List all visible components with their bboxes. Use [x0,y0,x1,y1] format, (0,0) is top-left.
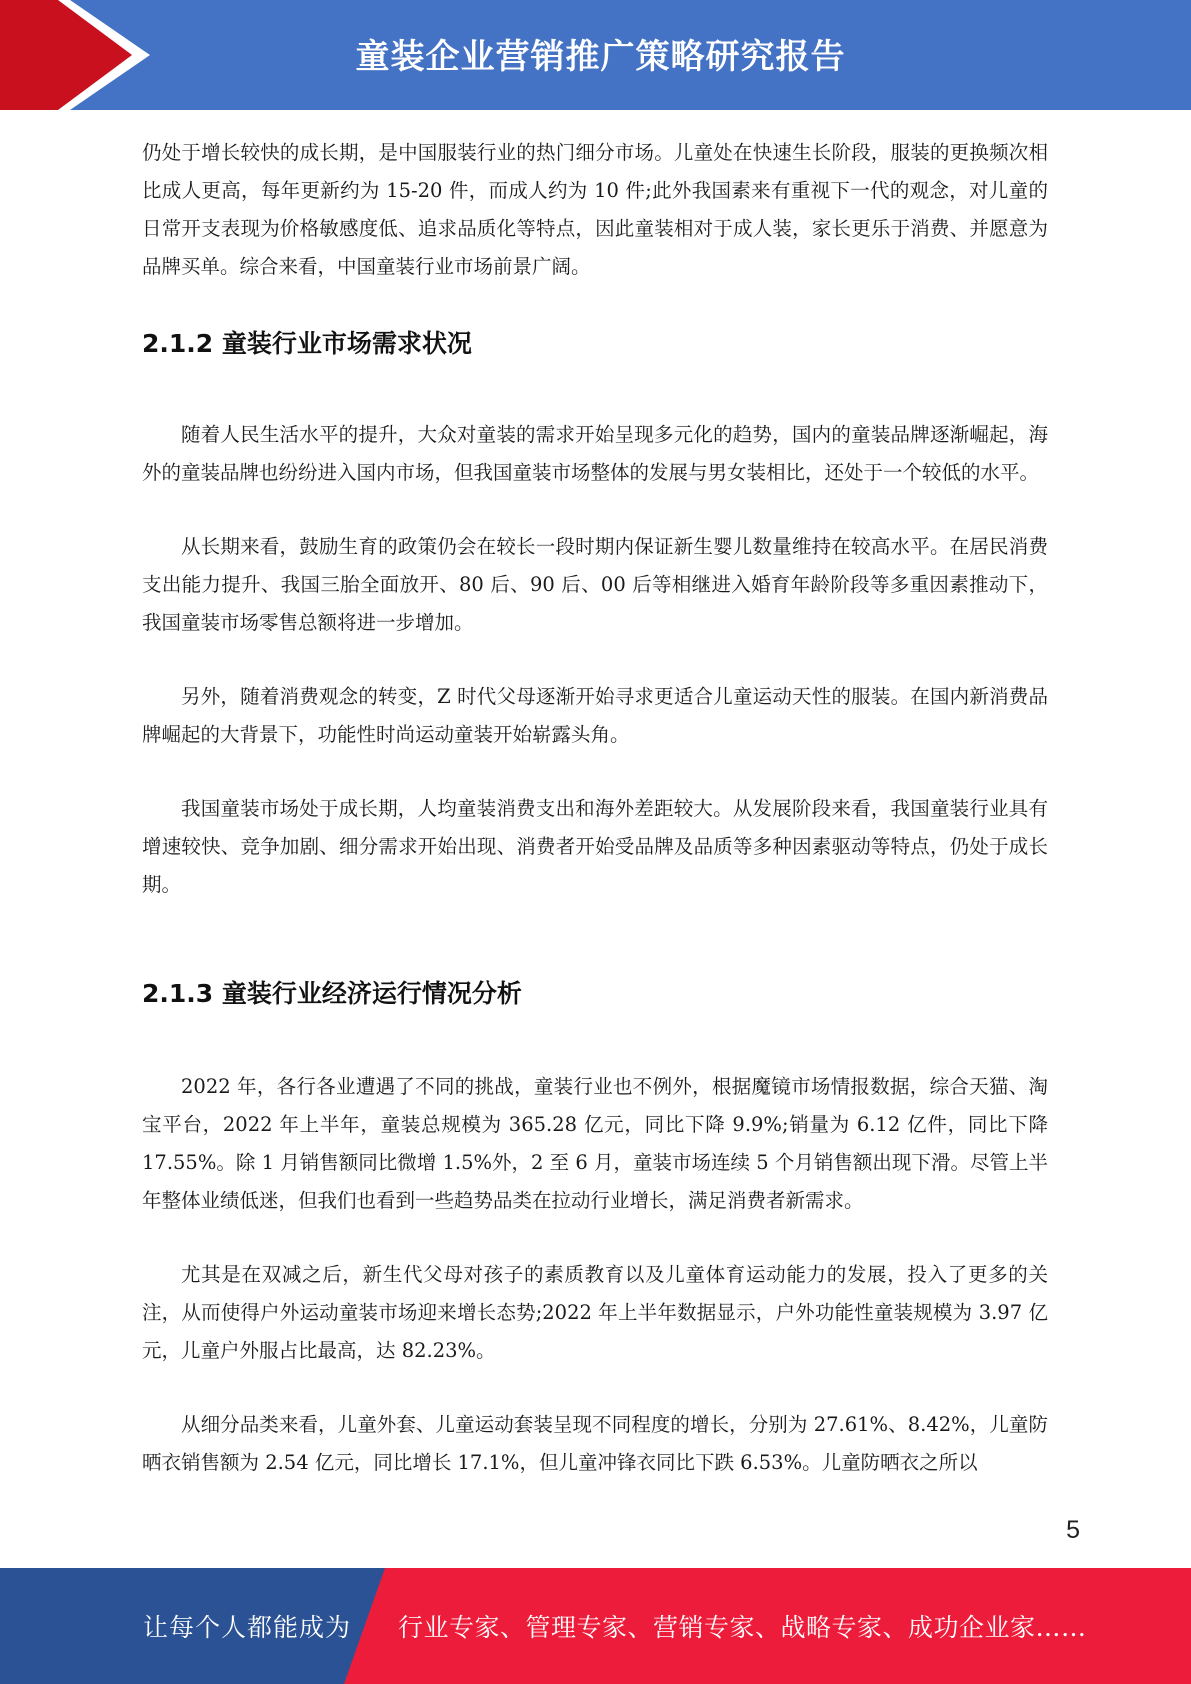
section-heading-2-1-2: 2.1.2 童装行业市场需求状况 [142,329,472,358]
paragraph: 从长期来看，鼓励生育的政策仍会在较长一段时期内保证新生婴儿数量维持在较高水平。在居民消费支出能力提升、我国三胎全面放开、80 后、90 后、00 后等相继进入婚育年龄阶段等多重因素推动下，我国童装市场零售总额将进一步增加。 [142,535,1048,634]
section-heading-2-1-3: 2.1.3 童装行业经济运行情况分析 [142,979,522,1008]
paragraph: 随着人民生活水平的提升，大众对童装的需求开始呈现多元化的趋势，国内的童装品牌逐渐崛起，海外的童装品牌也纷纷进入国内市场，但我国童装市场整体的发展与男女装相比，还处于一个较低的水平。 [142,423,1048,484]
paragraph: 尤其是在双减之后，新生代父母对孩子的素质教育以及儿童体育运动能力的发展，投入了更多的关注，从而使得户外运动童装市场迎来增长态势;2022 年上半年数据显示，户外功能性童装规模为 3.97 亿元，儿童户外服占比最高，达 82.23%。 [142,1263,1048,1362]
page-header [0,0,1191,110]
paragraph: 从细分品类来看，儿童外套、儿童运动套装呈现不同程度的增长，分别为 27.61%、8.42%，儿童防晒衣销售额为 2.54 亿元，同比增长 17.1%，但儿童冲锋衣同比下跌 6.53%。儿童防晒衣之所以 [142,1413,1048,1474]
footer-slogan-left: 让每个人都能成为 [143,1613,352,1642]
footer-slogan-right: 行业专家、管理专家、营销专家、战略专家、成功企业家…… [398,1613,1087,1642]
document-body [142,134,1048,1482]
paragraph: 2022 年，各行各业遭遇了不同的挑战，童装行业也不例外，根据魔镜市场情报数据，综合天猫、淘宝平台，2022 年上半年，童装总规模为 365.28 亿元，同比下降 9.9%;销量为 6.12 亿件，同比下降 17.55%。除 1 月销售额同比微增 1.5%外，2 至 6 月，童装市场连续 5 个月销售额出现下滑。尽管上半年整体业绩低迷，但我们也看到一些趋势品类在拉动行业增长，满足消费者新需求。 [142,1075,1048,1212]
paragraph: 另外，随着消费观念的转变，Z 时代父母逐渐开始寻求更适合儿童运动天性的服装。在国内新消费品牌崛起的大背景下，功能性时尚运动童装开始崭露头角。 [142,685,1048,746]
page-number: 5 [1066,1516,1080,1544]
page-footer [0,1568,1191,1684]
report-title: 童装企业营销推广策略研究报告 [355,36,846,77]
paragraph: 仍处于增长较快的成长期，是中国服装行业的热门细分市场。儿童处在快速生长阶段，服装的更换频次相比成人更高，每年更新约为 15-20 件，而成人约为 10 件;此外我国素来有重视下一代的观念，对儿童的日常开支表现为价格敏感度低、追求品质化等特点，因此童装相对于成人装，家长更乐于消费、并愿意为品牌买单。综合来看，中国童装行业市场前景广阔。 [142,141,1048,278]
paragraph: 我国童装市场处于成长期，人均童装消费支出和海外差距较大。从发展阶段来看，我国童装行业具有增速较快、竞争加剧、细分需求开始出现、消费者开始受品牌及品质等多种因素驱动等特点，仍处于成长期。 [142,797,1048,896]
